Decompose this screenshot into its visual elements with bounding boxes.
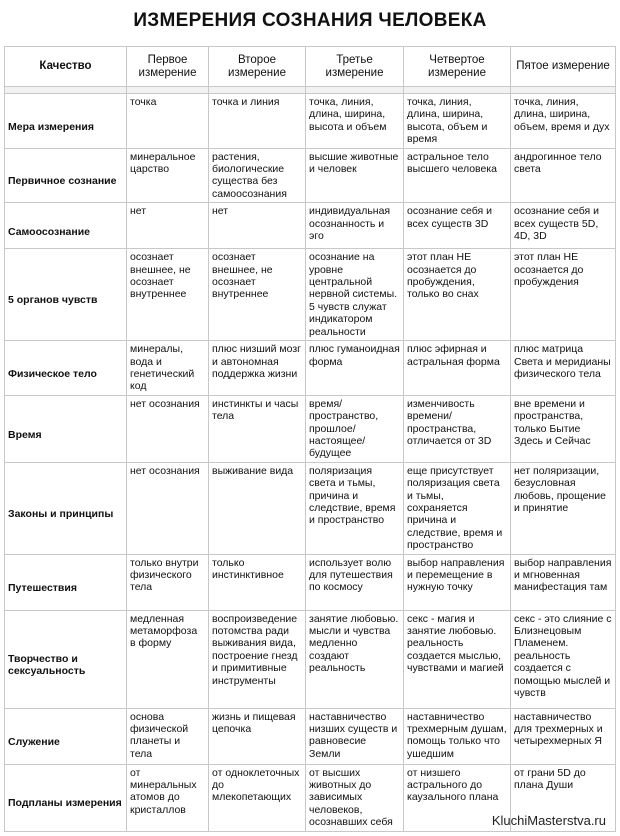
table-cell: наставничество низших существ и равновесие Земли — [306, 708, 404, 764]
table-cell: астральное тело высшего человека — [404, 148, 511, 203]
table-cell: нет — [127, 203, 209, 249]
row-label: 5 органов чувств — [5, 249, 127, 341]
table-cell: осознание себя и всех существ 5D, 4D, 3D — [511, 203, 616, 249]
table-cell: поляризация света и тьмы, причина и следствие, время и пространство — [306, 462, 404, 554]
table-row — [5, 94, 616, 149]
row-label: Законы и принципы — [5, 462, 127, 554]
table-cell: точка и линия — [209, 94, 306, 149]
table-cell: индивидуальная осознанность и эго — [306, 203, 404, 249]
header-dim-1: Первое измерение — [127, 47, 209, 87]
row-label: Самоосознание — [5, 203, 127, 249]
table-cell: жизнь и пищевая цепочка — [209, 708, 306, 764]
watermark: KluchiMasterstva.ru — [491, 813, 606, 828]
table-cell: от грани 5D до плана Души — [511, 764, 616, 831]
table-cell: точка, линия, длина, ширина, высота, объем и время — [404, 94, 511, 149]
table-row — [5, 554, 616, 610]
table-cell: воспроизведение потомства ради выживания вида, построение гнезд и примитивные инструменты — [209, 610, 306, 708]
table-cell: еще присутствует поляризация света и тьмы, сохраняется причина и следствие, время и пространство — [404, 462, 511, 554]
table-cell: от минеральных атомов до кристаллов — [127, 764, 209, 831]
table-cell: плюс гуманоидная форма — [306, 341, 404, 396]
row-label: Мера измерения — [5, 94, 127, 149]
table-cell: время/пространство, прошлое/настоящее/будущее — [306, 395, 404, 462]
table-cell: высшие животные и человек — [306, 148, 404, 203]
table-cell: нет — [209, 203, 306, 249]
table-cell: от высших животных до зависимых человеков, осознавших себя — [306, 764, 404, 831]
table-cell: основа физической планеты и тела — [127, 708, 209, 764]
table-cell: осознание себя и всех существ 3D — [404, 203, 511, 249]
table-cell: минеральное царство — [127, 148, 209, 203]
table-cell: выбор направления и мгновенная манифестация там — [511, 554, 616, 610]
header-dim-4: Четвертое измерение — [404, 47, 511, 87]
table-cell: медленная метаморфоза в форму — [127, 610, 209, 708]
table-cell: андрогинное тело света — [511, 148, 616, 203]
table-row — [5, 341, 616, 396]
dimensions-table — [4, 46, 616, 832]
table-body — [5, 94, 616, 832]
table-row — [5, 148, 616, 203]
table-cell: выживание вида — [209, 462, 306, 554]
table-cell: секс - это слияние с Близнецовым Пламенем. реальность создается с помощью мыслей и чувств — [511, 610, 616, 708]
header-dim-5: Пятое измерение — [511, 47, 616, 87]
table-cell: занятие любовью. мысли и чувства медленно создают реальность — [306, 610, 404, 708]
header-dim-3: Третье измерение — [306, 47, 404, 87]
table-cell: изменчивость времени/пространства, отличается от 3D — [404, 395, 511, 462]
spacer-row — [5, 87, 616, 94]
table-row — [5, 708, 616, 764]
table-cell: растения, биологические существа без самоосознания — [209, 148, 306, 203]
table-cell: точка, линия, длина, ширина, объем, время и дух — [511, 94, 616, 149]
table-cell: наставничество для трехмерных и четырехмерных Я — [511, 708, 616, 764]
header-quality: Качество — [5, 47, 127, 87]
table-cell: нет осознания — [127, 462, 209, 554]
table-row — [5, 462, 616, 554]
table-cell: от одноклеточных до млекопетающих — [209, 764, 306, 831]
table-cell: инстинкты и часы тела — [209, 395, 306, 462]
row-label: Первичное сознание — [5, 148, 127, 203]
table-cell: только инстинктивное — [209, 554, 306, 610]
table-cell: секс - магия и занятие любовью. реальность создается мыслью, чувствами и магией — [404, 610, 511, 708]
table-row — [5, 610, 616, 708]
table-cell: плюс матрица Света и меридианы физического тела — [511, 341, 616, 396]
table-cell: выбор направления и перемещение в нужную точку — [404, 554, 511, 610]
table-cell: точка — [127, 94, 209, 149]
table-cell: точка, линия, длина, ширина, высота и объем — [306, 94, 404, 149]
row-label: Творчество и сексуальность — [5, 610, 127, 708]
row-label: Путешествия — [5, 554, 127, 610]
table-cell: наставничество трехмерным душам, помощь только что ушедшим — [404, 708, 511, 764]
row-label: Время — [5, 395, 127, 462]
table-cell: осознает внешнее, не осознает внутреннее — [127, 249, 209, 341]
table-cell: осознание на уровне центральной нервной системы. 5 чувств служат индикатором реальности — [306, 249, 404, 341]
table-cell: плюс низший мозг и автономная поддержка жизни — [209, 341, 306, 396]
table-row — [5, 395, 616, 462]
row-label: Физическое тело — [5, 341, 127, 396]
table-cell: нет поляризации, безусловная любовь, прощение и принятие — [511, 462, 616, 554]
table-cell: этот план НЕ осознается до пробуждения — [511, 249, 616, 341]
header-dim-2: Второе измерение — [209, 47, 306, 87]
page-title: ИЗМЕРЕНИЯ СОЗНАНИЯ ЧЕЛОВЕКА — [133, 10, 487, 31]
table-cell: от низшего астрального до каузального плана — [404, 764, 511, 831]
table-row — [5, 203, 616, 249]
table-cell: плюс эфирная и астральная форма — [404, 341, 511, 396]
table-cell: вне времени и пространства, только Бытие Здесь и Сейчас — [511, 395, 616, 462]
table-row — [5, 249, 616, 341]
header-row — [5, 47, 616, 87]
row-label: Служение — [5, 708, 127, 764]
table-cell: этот план НЕ осознается до пробуждения, только во снах — [404, 249, 511, 341]
row-label: Подпланы измерения — [5, 764, 127, 831]
table-cell: осознает внешнее, не осознает внутреннее — [209, 249, 306, 341]
table-cell: нет осознания — [127, 395, 209, 462]
table-cell: только внутри физического тела — [127, 554, 209, 610]
table-cell: использует волю для путешествия по космосу — [306, 554, 404, 610]
table-cell: минералы, вода и генетический код — [127, 341, 209, 396]
